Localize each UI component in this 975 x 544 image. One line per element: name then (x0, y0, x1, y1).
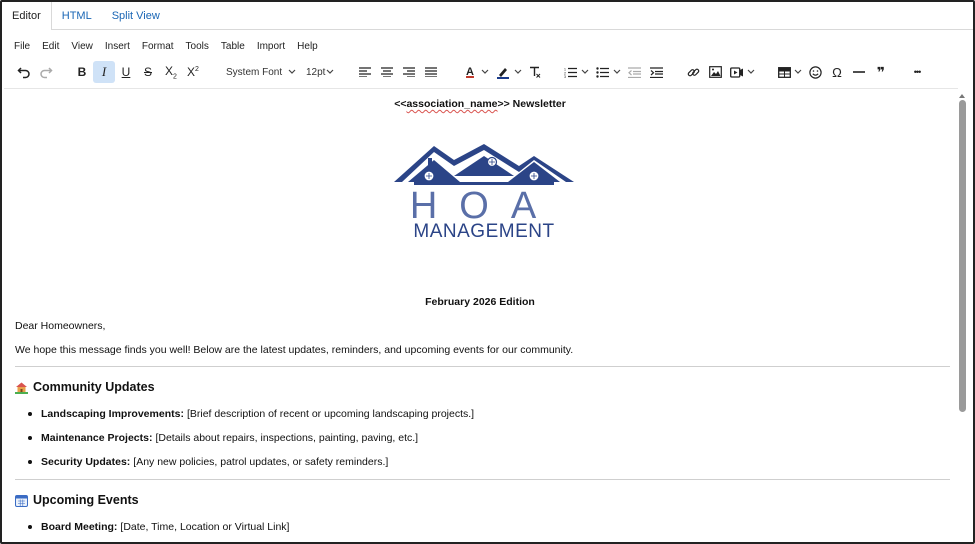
bullet-list-button[interactable] (592, 61, 612, 83)
svg-text:3: 3 (563, 74, 566, 78)
font-family-value: System Font (226, 66, 283, 78)
redo-icon (39, 65, 53, 79)
numbered-list-dropdown[interactable] (580, 61, 590, 83)
align-left-icon (359, 67, 371, 77)
insert-table-button[interactable] (774, 61, 794, 83)
align-center-button[interactable] (377, 61, 397, 83)
strikethrough-button[interactable] (138, 61, 158, 83)
redo-button[interactable] (36, 61, 56, 83)
tab-split-view[interactable]: Split View (111, 9, 160, 22)
hoa-logo-graphic (394, 142, 574, 242)
svg-text:1: 1 (563, 67, 566, 71)
chevron-down-icon (747, 69, 755, 75)
svg-text:2: 2 (563, 71, 566, 75)
blockquote-button[interactable] (871, 61, 891, 83)
numbered-list-icon (564, 67, 577, 78)
merge-field-token: association_name (406, 98, 498, 110)
house-garden-emoji-icon (15, 381, 28, 394)
list-item-text: [Details about repairs, inspections, painting, paving, etc.] (155, 432, 419, 444)
bullet-list-icon (596, 67, 609, 78)
insert-media-button[interactable] (727, 61, 747, 83)
chevron-down-icon (581, 69, 589, 75)
align-justify-icon (425, 67, 437, 77)
scrollbar-thumb[interactable] (959, 100, 966, 412)
undo-button[interactable] (14, 61, 34, 83)
list-item-label: Security Updates: (41, 456, 131, 468)
menu-table[interactable]: Table (220, 40, 245, 52)
menu-format[interactable]: Format (141, 40, 174, 52)
highlighter-icon (496, 65, 510, 79)
bold-icon: B (77, 65, 87, 79)
section-heading-text: Upcoming Events (33, 493, 139, 507)
align-center-icon (381, 67, 393, 77)
intro-paragraph: We hope this message finds you well! Below are the latest updates, reminders, and upcoming events for our community. (15, 344, 574, 356)
calendar-emoji-icon (15, 494, 28, 507)
hoa-logo-image (394, 142, 574, 242)
editor-scrollbar[interactable] (958, 94, 967, 540)
more-options-button[interactable] (906, 61, 928, 83)
omega-icon: Ω (832, 64, 842, 80)
list-item-label: Board Meeting: (41, 521, 118, 533)
list-item-text: [Brief description of recent or upcoming landscaping projects.] (186, 408, 475, 420)
superscript-button[interactable] (182, 61, 204, 83)
more-icon: ••• (913, 67, 921, 77)
link-icon (687, 66, 700, 79)
list-item (28, 456, 388, 468)
font-family-select[interactable] (220, 63, 300, 81)
section-divider (15, 366, 950, 367)
subscript-button[interactable] (160, 61, 182, 83)
edition-line: February 2026 Edition (425, 296, 535, 308)
special-character-button[interactable] (827, 61, 847, 83)
insert-image-button[interactable] (705, 61, 725, 83)
highlight-color-button[interactable] (492, 61, 514, 83)
text-color-button[interactable] (459, 61, 481, 83)
menu-tools[interactable]: Tools (185, 40, 209, 52)
menu-insert[interactable]: Insert (104, 40, 130, 52)
list-item (28, 432, 418, 444)
scroll-up-arrow-icon[interactable] (959, 94, 965, 98)
toolbar-divider (4, 88, 958, 89)
section-divider (15, 479, 950, 480)
highlight-color-dropdown[interactable] (513, 61, 523, 83)
bold-button[interactable] (72, 61, 92, 83)
newsletter-title (4, 98, 956, 110)
section-heading-upcoming-events (15, 493, 139, 507)
italic-button[interactable] (93, 61, 115, 83)
menu-view[interactable]: View (71, 40, 93, 52)
menu-import[interactable]: Import (256, 40, 286, 52)
horizontal-line-icon (853, 70, 865, 74)
title-prefix: << (394, 98, 407, 110)
chevron-down-icon (326, 69, 334, 75)
chevron-down-icon (613, 69, 621, 75)
subscript-icon: $X_2$ (165, 63, 177, 81)
align-left-button[interactable] (355, 61, 375, 83)
table-icon (778, 67, 791, 78)
outdent-icon (628, 67, 641, 78)
title-suffix: >> Newsletter (497, 98, 566, 110)
image-icon (709, 66, 722, 78)
greeting: Dear Homeowners, (15, 320, 106, 332)
align-right-button[interactable] (399, 61, 419, 83)
list-item-text: [Any new policies, patrol updates, or safety reminders.] (133, 456, 389, 468)
underline-button[interactable] (116, 61, 136, 83)
bullet-marker (28, 412, 32, 416)
clear-formatting-icon (529, 66, 541, 78)
insert-link-button[interactable] (683, 61, 703, 83)
tab-html[interactable]: HTML (61, 9, 92, 22)
menu-file[interactable]: File (14, 40, 31, 52)
logo-management-text: MANAGEMENT (413, 221, 555, 242)
indent-icon (650, 67, 663, 78)
bullet-marker (28, 525, 32, 529)
editor-content[interactable] (4, 90, 956, 542)
text-color-dropdown[interactable] (480, 61, 490, 83)
section-heading-text: Community Updates (33, 380, 155, 394)
view-tabs (2, 2, 973, 30)
numbered-list-button[interactable] (560, 61, 580, 83)
bullet-marker (28, 436, 32, 440)
superscript-icon: $X^2$ (187, 65, 199, 79)
strikethrough-icon: S (143, 65, 152, 79)
chevron-down-icon (514, 69, 522, 75)
clear-formatting-button[interactable] (525, 61, 545, 83)
horizontal-line-button[interactable] (849, 61, 869, 83)
quote-icon: ❞ (876, 63, 886, 80)
align-right-icon (403, 67, 415, 77)
list-item (28, 521, 289, 533)
indent-button[interactable] (646, 61, 666, 83)
logo-hoa-text: HOA (409, 185, 559, 227)
section-heading-community-updates (15, 380, 155, 394)
outdent-button[interactable] (624, 61, 644, 83)
align-justify-button[interactable] (421, 61, 441, 83)
menu-help[interactable]: Help (297, 40, 318, 52)
media-icon (730, 66, 744, 79)
bullet-list-dropdown[interactable] (612, 61, 622, 83)
font-size-select[interactable] (300, 63, 338, 81)
menu-edit[interactable]: Edit (42, 40, 60, 52)
smiley-icon (809, 66, 822, 79)
undo-icon (17, 65, 31, 79)
menu-bar (8, 36, 324, 56)
tab-editor[interactable]: Editor (2, 2, 52, 29)
list-item (28, 408, 474, 420)
underline-icon: U (121, 65, 131, 79)
insert-media-dropdown[interactable] (746, 61, 756, 83)
italic-icon: I (101, 64, 107, 79)
chevron-down-icon (794, 69, 802, 75)
list-item-text: [Date, Time, Location or Virtual Link] (120, 521, 290, 533)
insert-emoji-button[interactable] (805, 61, 825, 83)
bullet-marker (28, 460, 32, 464)
list-item-label: Maintenance Projects: (41, 432, 153, 444)
chevron-down-icon (481, 69, 489, 75)
font-size-value: 12pt (306, 66, 326, 78)
formatting-toolbar (8, 61, 966, 83)
insert-table-dropdown[interactable] (793, 61, 803, 83)
list-item-label: Landscaping Improvements: (41, 408, 184, 420)
chevron-down-icon (288, 69, 296, 75)
text-color-icon: A (466, 65, 474, 78)
